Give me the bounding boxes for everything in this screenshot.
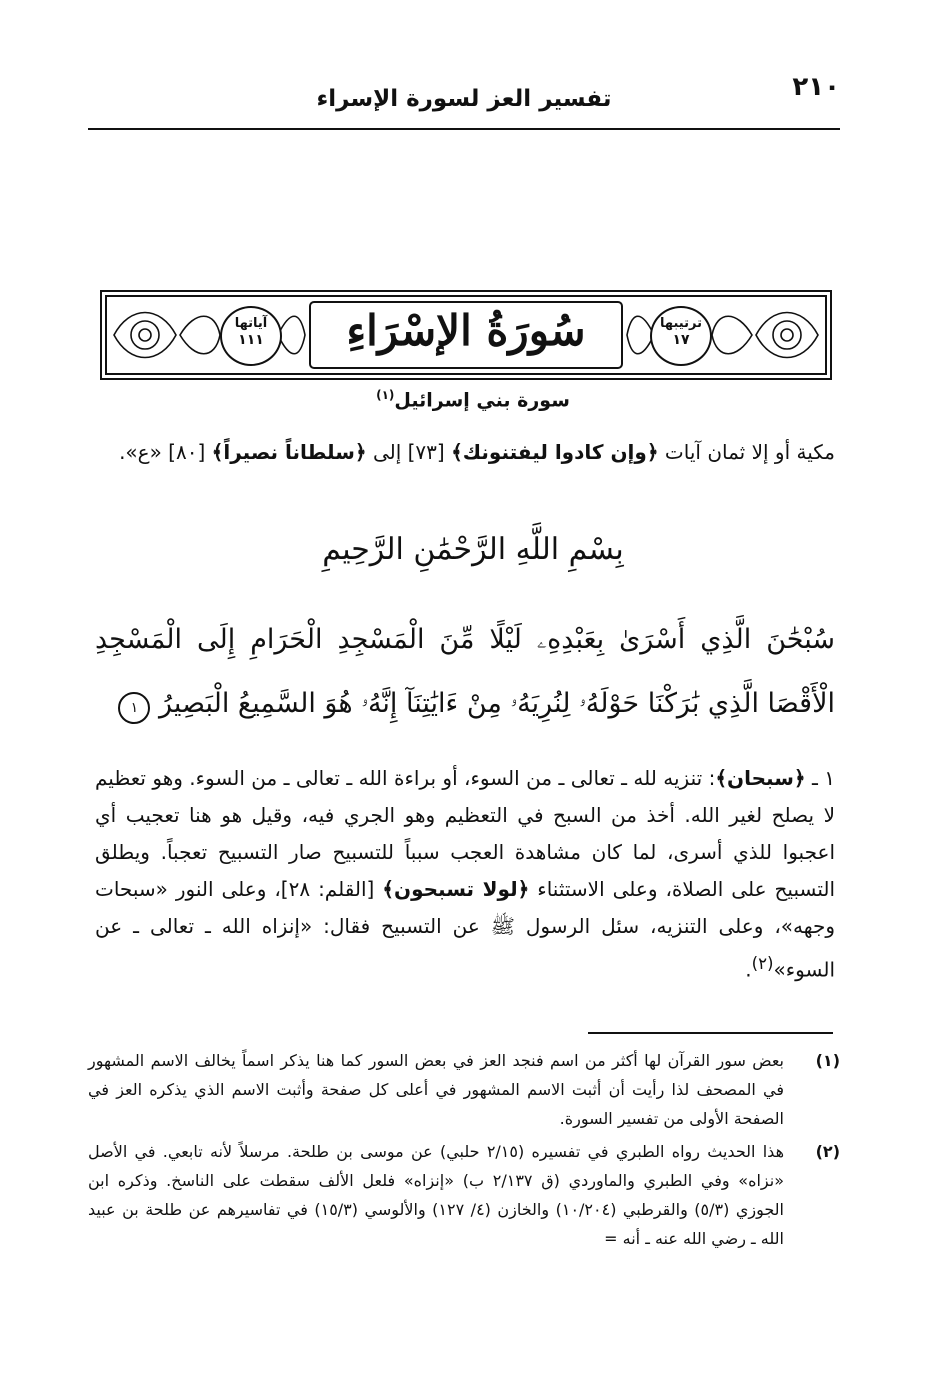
surah-name: سُورَةُ الإسْرَاءِ — [346, 306, 586, 355]
footnote-number: (١) — [815, 1051, 840, 1070]
footnote-rule — [588, 1032, 833, 1034]
commentary-keyword: ﴿سبحان﴾ — [715, 766, 806, 790]
quoted-verse: ﴿سلطاناً نصيراً﴾ — [211, 440, 367, 464]
ayah-number-mark: ١ — [118, 692, 150, 724]
header-rule — [88, 128, 840, 130]
quoted-verse: ﴿وإن كادوا ليفتنونك﴾ — [451, 440, 659, 464]
commentary-keyword: ﴿لولا تسبحون﴾ — [382, 877, 530, 901]
footnote-ref-1: (١) — [376, 388, 395, 402]
commentary-number: ١ ـ — [812, 766, 836, 790]
footnote-number: (٢) — [815, 1142, 840, 1161]
footnotes — [88, 1046, 840, 1257]
surah-alt-name: سورة بني إسرائيل$^{(١)}$ — [376, 388, 570, 412]
surah-order-seal: ترتيبها ١٧ — [650, 306, 712, 366]
verse-count-seal: آياتها ١١١ — [220, 306, 282, 366]
surah-intro: مكية أو إلا ثمان آيات ﴿وإن كادوا ليفتنونك﴾ [٧٣] إلى ﴿سلطاناً نصيراً﴾ [٨٠] «ع». — [119, 440, 835, 464]
page-number: ٢١٠ — [792, 72, 840, 102]
quran-verse: سُبْحَٰنَ الَّذِي أَسْرَىٰ بِعَبْدِهِۦ لَيْلًا مِّنَ الْمَسْجِدِ الْحَرَامِ إِلَى الْمَسْجِدِ الْأَقْصَا الَّذِي بَٰرَكْنَا حَوْلَهُۥ لِنُرِيَهُۥ مِنْ ءَايَٰتِنَآ إِنَّهُۥ هُوَ السَّمِيعُ الْبَصِيرُ ١ — [95, 608, 835, 736]
running-header — [88, 72, 840, 126]
footnote-ref-2: (٢) — [751, 954, 774, 973]
surah-banner — [100, 290, 832, 380]
footnote — [88, 1046, 840, 1133]
footnote — [88, 1137, 840, 1253]
footnote-text: بعض سور القرآن لها أكثر من اسم فنجد العز في بعض السور كما هنا يذكر اسماً يخالف الاسم المشهور في المصحف لذا رأيت أن أثبت الاسم المشهور في أعلى كل صفحة وأثبت الاسم الذي يذكره العز في الصفحة الأولى من تفسير السورة. — [88, 1051, 784, 1128]
basmala: بِسْمِ اللَّهِ الرَّحْمَٰنِ الرَّحِيمِ — [322, 532, 624, 567]
footnote-text: هذا الحديث رواه الطبري في تفسيره (٢/١٥ حلبي) عن موسى بن طلحة. مرسلاً لأنه تابعي. في الأصل «نزاه» وفي الطبري والماوردي (ق ٢/١٣٧ ب) «إنزاه» فلعل الألف سقطت على الناسخ. وذكره ابن الجوزي (٥/٣) والقرطبي (١٠/٢٠٤) والخازن (٤/ ١٢٧) والألوسي (١٥/٣) في تفاسيرهم عن طلحة بن عبيد الله ـ رضي الله عنه ـ أنه = — [88, 1142, 785, 1248]
commentary: ١ ـ ﴿سبحان﴾: تنزيه لله ـ تعالى ـ من السوء، أو براءة الله ـ تعالى ـ من السوء. وهو تعظيم لا يصلح لغير الله. أخذ من السبح في التعظيم وهو الجري فيه، وقيل هو هنا تعجيب أي اعجبوا للذي أسرى، لما كان مشاهدة العجب سبباً للتسبيح صار التسبيح تعجباً. ويطلق التسبيح على الصلاة، وعلى الاستثناء ﴿لولا تسبحون﴾ [القلم: ٢٨]، وعلى النور «سبحات وجهه»، وعلى التنزيه، سئل الرسول ﷺ عن التسبيح فقال: «إنزاه الله ـ تعالى ـ عن السوء»$^{(٢)}$. — [95, 766, 836, 982]
running-title: تفسير العز لسورة الإسراء — [316, 86, 612, 112]
